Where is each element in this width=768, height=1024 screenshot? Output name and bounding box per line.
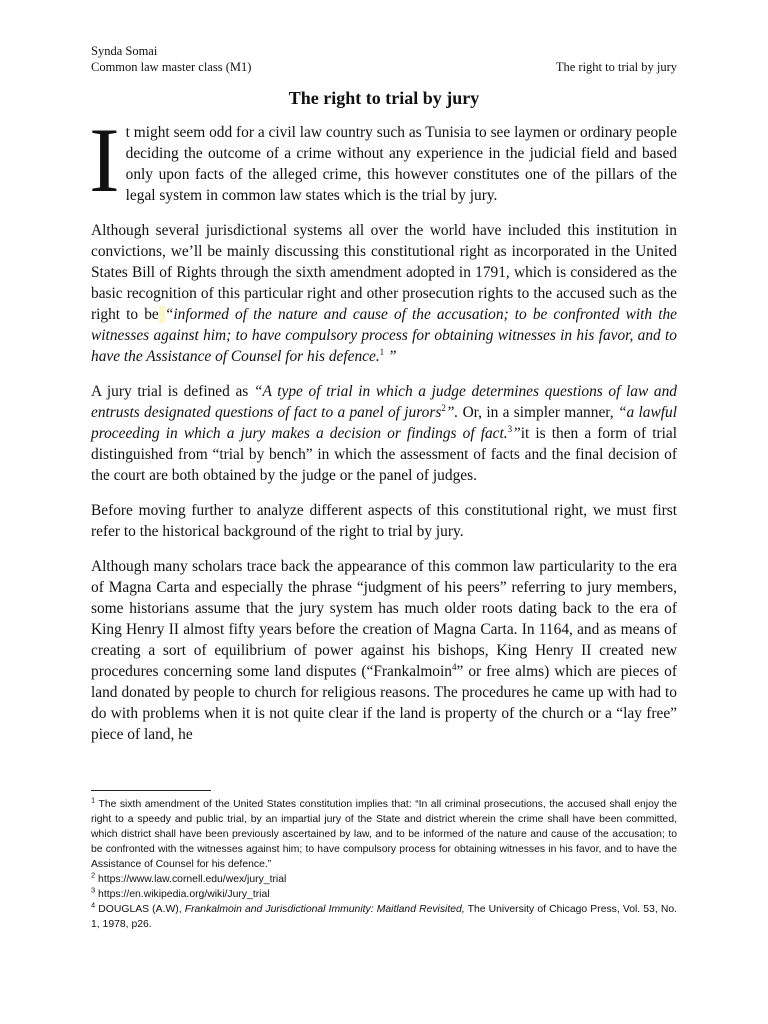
paragraph-3-text-c: it is then a form of trial distinguished from “trial by bench” in which the assessment of facts and the final decision of the court are both obtained by the judge or the panel of judges. xyxy=(91,425,677,484)
footnote-1 xyxy=(91,797,677,872)
paragraph-1-text: t might seem odd for a civil law country such as Tunisia to see laymen or ordinary people deciding the outcome of a crime without any experience in the judicial field and based only upon facts of the alleged crime, this however constitutes one of the pillars of the legal system in common law states which is the trial by jury. xyxy=(125,124,677,204)
footnote-4 xyxy=(91,902,677,932)
footnote-ref-3[interactable]: 3 xyxy=(507,423,513,434)
paragraph-5-text-b: ” or free alms) which are pieces of land donated by people to church for religious reasons. The procedures he came up with had to do with problems when it is not quite clear if the land is property of the church or a “lay free” piece of land, he xyxy=(91,663,677,743)
paragraph-5-text-a: Although many scholars trace back the appearance of this common law particularity to the era of Magna Carta and especially the phrase “judgment of his peers” referring to jury members, some historians assume that the jury system has much older roots dating back to the era of King Henry II almost fifty years before the creation of Magna Carta. In 1164, and as means of creating a sort of equilibrium of power against his bishops, King Henry II created new procedures concerning some land disputes (“Frankalmoin xyxy=(91,558,677,680)
quote-definition-1: “A type of trial in which a judge determines questions of law and entrusts designated questions of fact to a panel of jurors xyxy=(91,383,677,421)
footnote-number: 2 xyxy=(91,870,96,880)
document-body xyxy=(89,109,678,759)
quote-definition-2: “a lawful proceeding in which a jury makes a decision or findings of fact. xyxy=(91,404,678,442)
paragraph-3-text-b: Or, in a simpler manner, xyxy=(458,404,618,421)
drop-cap: I xyxy=(89,109,120,211)
footnote-number: 3 xyxy=(91,885,96,895)
quote-close: ” xyxy=(384,348,397,365)
footnote-link[interactable]: https://en.wikipedia.org/wiki/Jury_trial xyxy=(95,889,270,900)
paragraph-2-text: Although several jurisdictional systems all over the world have included this institution in convictions, we’ll be mainly discussing this constitutional right as incorporated in the United States Bill of Rights through the sixth amendment adopted in 1791, which is considered as the basic recognition of this particular right and other prosecution rights to the accused such as the right to be xyxy=(91,222,677,323)
quote-close: ”. xyxy=(445,404,459,421)
header-course: Common law master class (M1) xyxy=(91,60,252,74)
page-header xyxy=(91,43,677,75)
paragraph-3-text-a: A jury trial is defined as xyxy=(91,383,254,400)
paragraph-4: Before moving further to analyze different aspects of this constitutional right, we must first refer to the historical background of the right to trial by jury. xyxy=(91,502,677,540)
footnote-work-title: Frankalmoin and Jurisdictional Immunity: Maitland Revisited, xyxy=(184,904,465,915)
quote-close: ” xyxy=(512,425,521,442)
paragraph-2 xyxy=(91,220,677,367)
footnotes xyxy=(91,790,677,932)
paragraph-5 xyxy=(91,556,677,745)
footnote-link[interactable]: https://www.law.cornell.edu/wex/jury_trial xyxy=(95,874,287,885)
quote-sixth-amendment: “informed of the nature and cause of the accusation; to be confronted with the witnesses against him; to have compulsory process for obtaining witnesses in his favor, and to have the Assistance of Counsel for his defence. xyxy=(91,306,678,365)
header-running-title: The right to trial by jury xyxy=(555,60,677,74)
paragraph-1 xyxy=(89,109,677,211)
document-title: The right to trial by jury xyxy=(288,88,480,108)
footnote-number: 4 xyxy=(91,900,96,910)
footnote-2 xyxy=(91,872,677,887)
footnote-ref-4[interactable]: 4 xyxy=(451,661,457,672)
footnote-text: The University of Chicago Press, Vol. 53, No. 1, 1978, p26. xyxy=(91,904,677,930)
footnote-3 xyxy=(91,887,677,902)
paragraph-3 xyxy=(91,381,677,486)
footnote-text: DOUGLAS (A.W), xyxy=(95,904,185,915)
footnote-ref-1[interactable]: 1 xyxy=(379,346,385,357)
header-author: Synda Somai xyxy=(91,44,158,58)
footnote-separator xyxy=(91,790,211,791)
footnote-ref-2[interactable]: 2 xyxy=(441,402,446,413)
footnote-text: The sixth amendment of the United States constitution implies that: “In all criminal prosecutions, the accused shall enjoy the right to a speedy and public trial, by an impartial jury of the State and district wherein the crime shall have been committed, which district shall have been previously ascertained by law, and to be informed of the nature and cause of the accusation; to be confronted with the witnesses against him; to have compulsory process for obtaining witnesses in his favor, and to have the Assistance of Counsel for his defence.” xyxy=(91,799,677,870)
footnote-number: 1 xyxy=(91,795,96,805)
